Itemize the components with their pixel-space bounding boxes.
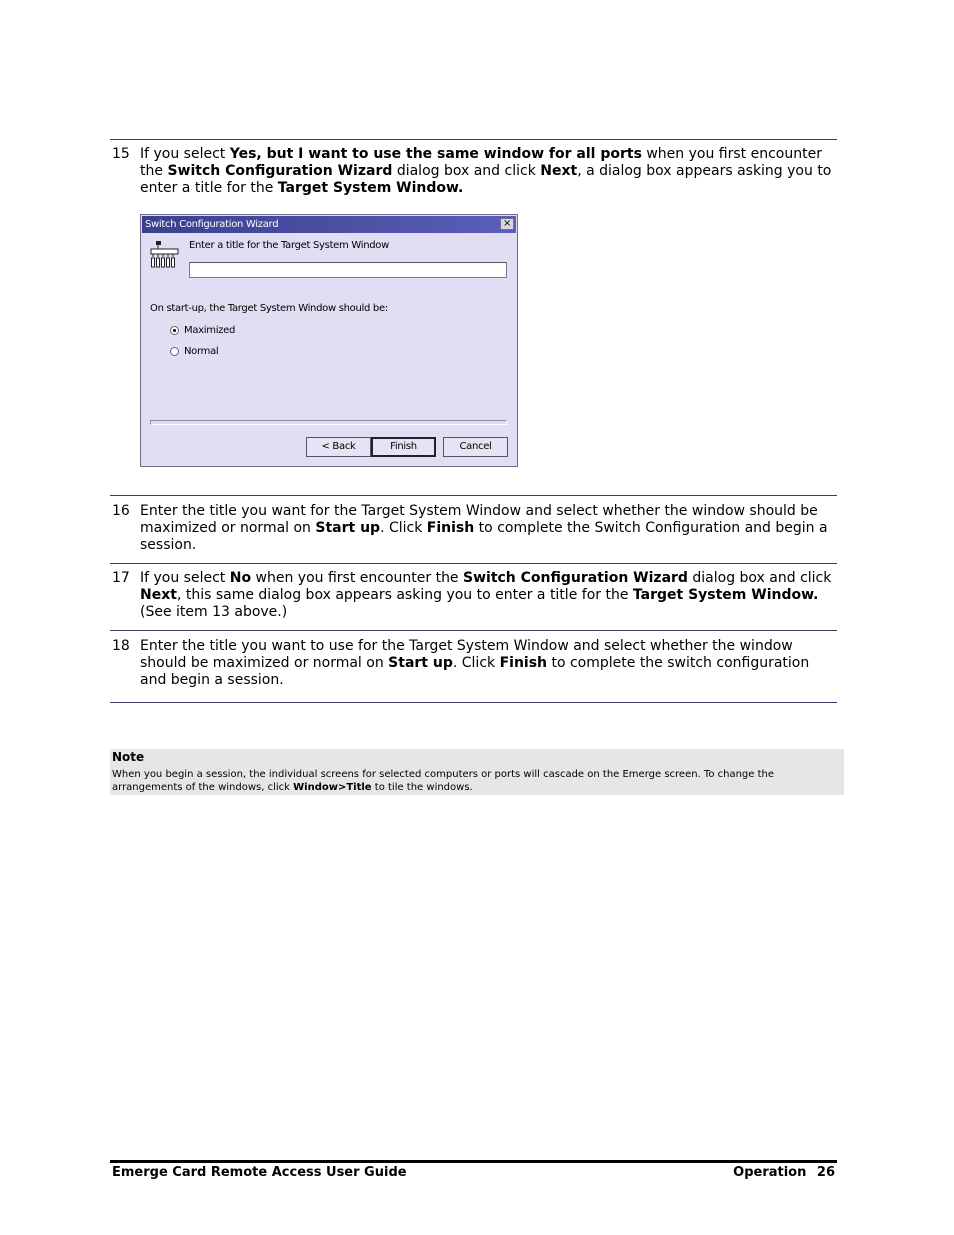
text-run: to tile the windows.	[371, 782, 473, 793]
text-run: Enter the title you want to use for the Target System Window and select whether the window should be maximized or normal on	[140, 638, 793, 671]
bold-term: No	[229, 570, 252, 586]
text-run: . Click	[380, 520, 427, 536]
startup-label: On start-up, the Target System Window should be:	[150, 303, 388, 314]
radio-normal-label: Normal	[184, 346, 219, 357]
step-16	[110, 503, 837, 554]
step-text	[140, 146, 837, 197]
radio-maximized-label: Maximized	[184, 325, 236, 336]
step-divider	[110, 630, 837, 631]
dialog-separator	[150, 420, 507, 425]
dialog-title: Switch Configuration Wizard	[142, 216, 516, 233]
step-text	[140, 638, 837, 689]
step-18	[110, 638, 837, 689]
bold-term: Next	[540, 163, 578, 179]
step-text	[140, 570, 837, 621]
network-switch-icon	[150, 240, 180, 273]
radio-normal[interactable]	[170, 346, 218, 357]
footer-section: Operation	[733, 1165, 807, 1180]
bold-term: Switch Configuration Wizard	[463, 570, 688, 586]
footer-page-number: 26	[816, 1165, 835, 1180]
text-run: to complete the switch configuration and begin a session.	[140, 655, 810, 688]
bold-term: Finish	[499, 655, 548, 671]
text-run: dialog box and click	[687, 570, 832, 586]
title-prompt-label: Enter a title for the Target System Window	[189, 240, 389, 251]
text-run: When you begin a session, the individual screens for selected computers or ports will cascade on the Emerge screen. To change the arrangements of the windows, click	[112, 769, 775, 793]
text-run: to complete the Switch Configuration and begin a session.	[140, 520, 828, 553]
radio-selected-icon	[170, 326, 179, 335]
finish-button[interactable]: Finish	[371, 437, 436, 457]
cancel-button[interactable]: Cancel	[443, 437, 508, 457]
text-run: Enter the title you want for the Target System Window and select whether the window should be maximized or normal on	[140, 503, 818, 536]
bold-term: Next	[140, 587, 177, 603]
radio-maximized[interactable]	[170, 325, 235, 336]
text-run: . Click	[452, 655, 500, 671]
step-17	[110, 570, 837, 621]
text-run: If you select	[140, 146, 230, 162]
step-divider	[110, 563, 837, 564]
close-icon: ×	[502, 218, 512, 229]
text-run: , a dialog box appears asking you to enter a title for the	[140, 163, 832, 196]
step-number: 16	[112, 503, 130, 519]
step-number: 18	[112, 638, 130, 654]
text-run: dialog box and click	[392, 163, 541, 179]
step-divider	[110, 702, 837, 703]
step-number: 15	[112, 146, 130, 162]
text-run: , this same dialog box appears asking you to enter a title for the	[176, 587, 633, 603]
radio-unselected-icon	[170, 347, 179, 356]
back-button[interactable]: < Back	[306, 437, 371, 457]
step-15	[110, 146, 837, 197]
note-box	[110, 749, 844, 795]
step-number: 17	[112, 570, 130, 586]
bold-term: Switch Configuration Wizard	[167, 163, 393, 179]
bold-term: Start up	[315, 520, 381, 536]
step-divider	[110, 139, 837, 140]
step-divider	[110, 495, 837, 496]
text-run: (See item 13 above.)	[140, 604, 288, 620]
footer-guide-title: Emerge Card Remote Access User Guide	[112, 1165, 407, 1180]
bold-term: Yes, but I want to use the same window for all ports	[229, 146, 642, 162]
bold-term: Target System Window.	[277, 180, 464, 196]
bold-term: Target System Window.	[632, 587, 819, 603]
step-text	[140, 503, 837, 554]
text-run: If you select	[140, 570, 230, 586]
footer-rule	[110, 1160, 837, 1163]
footer-page-info	[733, 1165, 835, 1180]
text-run: when you first encounter the	[251, 570, 463, 586]
bold-term: Window>Title	[293, 782, 372, 793]
bold-term: Finish	[426, 520, 475, 536]
text-run: when you first encounter the	[140, 146, 822, 179]
window-title-input[interactable]	[189, 262, 507, 278]
note-text	[112, 768, 842, 794]
switch-configuration-wizard-dialog	[140, 214, 518, 467]
close-button[interactable]	[500, 218, 514, 230]
note-title: Note	[112, 750, 145, 764]
bold-term: Start up	[388, 655, 453, 671]
